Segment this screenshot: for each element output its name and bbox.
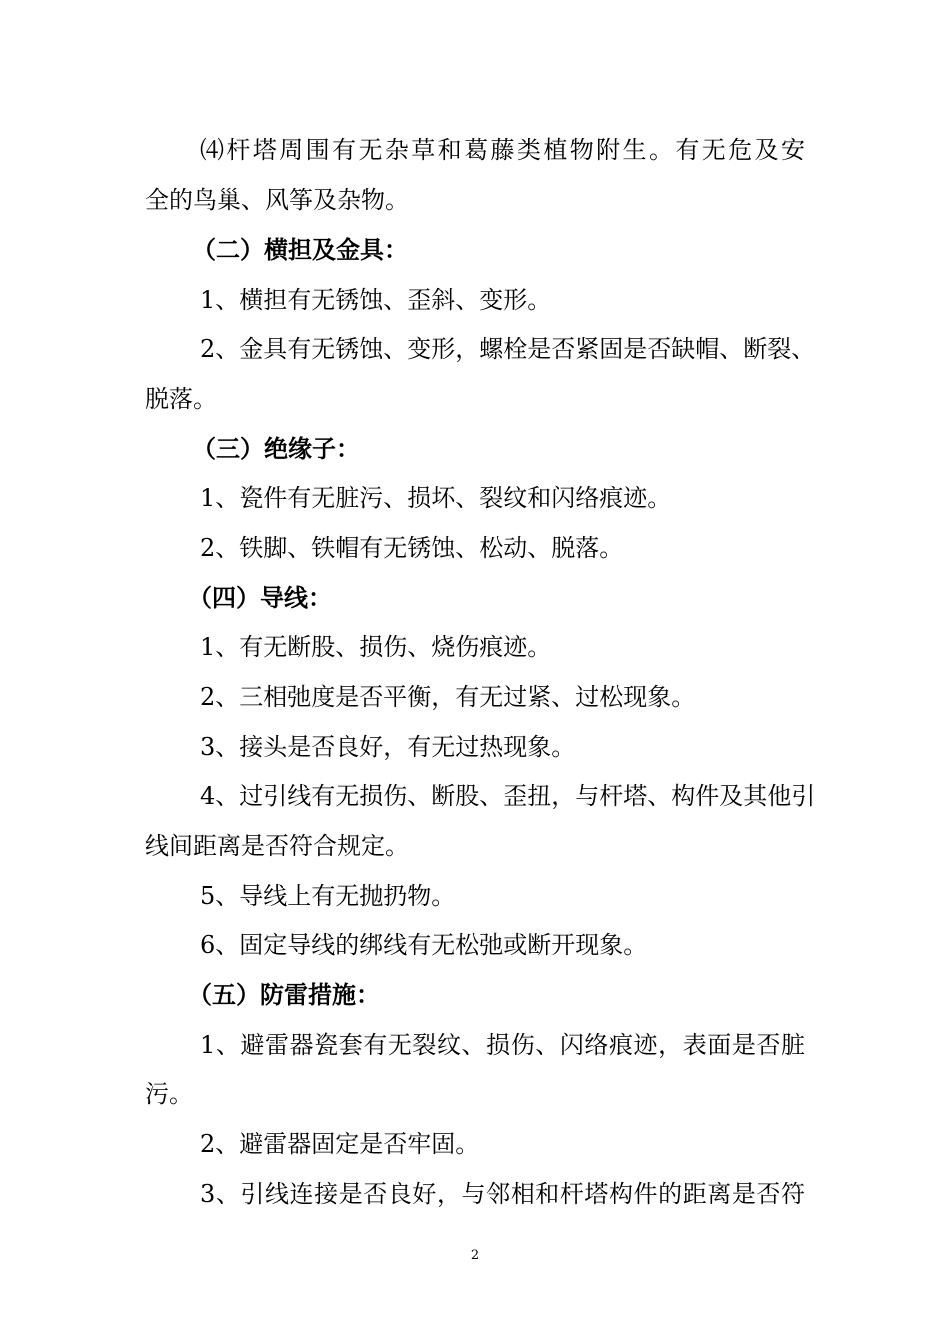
- paragraph-line: 5、导线上有无抛扔物。: [200, 882, 456, 910]
- paragraph-line: 3、引线连接是否良好，与邻相和杆塔构件的距离是否符: [200, 1180, 805, 1208]
- paragraph-line: 2、三相弛度是否平衡，有无过紧、过松现象。: [200, 683, 696, 711]
- section-heading: （三）绝缘子：: [192, 435, 360, 463]
- section-heading: （四）导线：: [188, 584, 332, 612]
- page-number: 2: [470, 1248, 480, 1263]
- paragraph-line: 脱落。: [145, 385, 217, 413]
- paragraph-line: 6、固定导线的绑线有无松弛或断开现象。: [200, 931, 648, 959]
- paragraph-line: 4、过引线有无损伤、断股、歪扭，与杆塔、构件及其他引: [200, 782, 816, 810]
- paragraph-line: 2、金具有无锈蚀、变形，螺栓是否紧固是否缺帽、断裂、: [200, 335, 816, 363]
- paragraph-line: 全的鸟巢、风筝及杂物。: [145, 186, 409, 214]
- paragraph-line: 1、有无断股、损伤、烧伤痕迹。: [200, 633, 552, 661]
- paragraph-line: 1、横担有无锈蚀、歪斜、变形。: [200, 286, 552, 314]
- paragraph-line: 1、避雷器瓷套有无裂纹、损伤、闪络痕迹，表面是否脏: [200, 1031, 805, 1059]
- paragraph-line: 1、瓷件有无脏污、损坏、裂纹和闪络痕迹。: [200, 484, 672, 512]
- paragraph-line: 2、避雷器固定是否牢固。: [200, 1130, 480, 1158]
- paragraph-line: 污。: [145, 1080, 193, 1108]
- paragraph-line: ⑷杆塔周围有无杂草和葛藤类植物附生。有无危及安: [200, 136, 805, 164]
- section-heading: （二）横担及金具：: [192, 236, 408, 264]
- section-heading: （五）防雷措施：: [188, 981, 380, 1009]
- paragraph-line: 线间距离是否符合规定。: [145, 832, 409, 860]
- paragraph-line: 2、铁脚、铁帽有无锈蚀、松动、脱落。: [200, 534, 624, 562]
- paragraph-line: 3、接头是否良好，有无过热现象。: [200, 733, 576, 761]
